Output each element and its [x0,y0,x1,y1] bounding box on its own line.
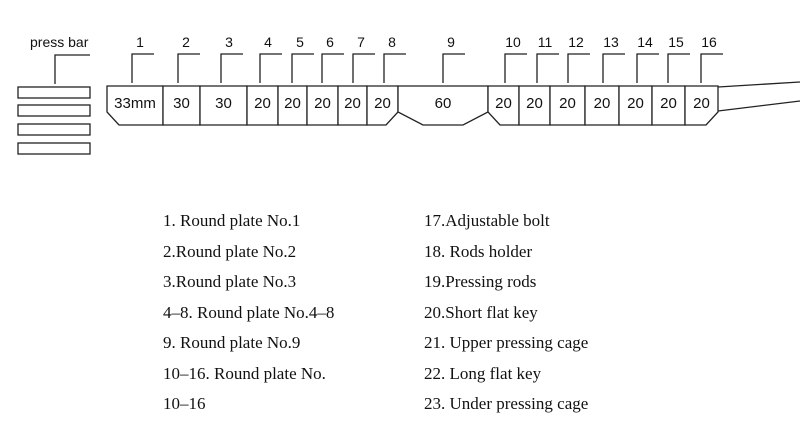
callout-number: 1 [136,34,144,50]
callout-leader [178,54,200,83]
plate-width-label: 20 [660,95,677,112]
callout-leader [701,54,723,83]
press-bar-leader [55,55,90,84]
legend-item: 20.Short flat key [424,302,538,322]
legend-item: 19.Pressing rods [424,272,537,291]
callout-leader [537,54,559,83]
legend-right-column [424,206,588,420]
legend-left-column [163,206,334,420]
plate-width-label: 20 [526,95,543,112]
legend-item: 21. Upper pressing cage [424,333,589,352]
plate-width-label: 20 [559,95,576,112]
plate-width-label: 20 [374,95,391,112]
callout-leader [322,54,344,83]
callout-number: 14 [637,34,653,50]
shaft-lower-edge [718,101,800,111]
callout-number: 10 [505,34,521,50]
press-plate-diagram [0,0,800,185]
legend-item: 23. Under pressing cage [424,394,589,413]
plate-width-label: 20 [284,95,301,112]
plate-width-label: 30 [173,95,190,112]
callout-leader [292,54,314,83]
callout-number: 16 [701,34,717,50]
legend-item: 18. Rods holder [424,241,533,261]
callout-leader [132,54,154,83]
callout-group [132,34,723,83]
callout-leader [353,54,375,83]
callout-number: 13 [603,34,619,50]
plate-width-label: 20 [254,95,271,112]
plate-width-label: 60 [434,95,452,112]
legend-item: 2.Round plate No.2 [163,241,297,261]
callout-leader [668,54,690,83]
callout-leader [603,54,625,83]
plate-assembly [107,86,718,125]
plate-width-label: 20 [627,95,644,112]
callout-number: 11 [537,34,553,50]
callout-leader [221,54,243,83]
callout-number: 8 [388,34,396,50]
callout-number: 9 [447,34,455,50]
legend-item: 10–16. Round plate No. [163,363,326,383]
plate-width-label: 20 [693,95,710,112]
callout-leader [505,54,527,83]
callout-number: 12 [568,34,584,50]
callout-number: 5 [296,34,304,50]
plate-width-label: 20 [314,95,331,112]
legend-item: 22. Long flat key [424,363,542,383]
legend-item: 4–8. Round plate No.4–8 [163,302,335,322]
callout-number: 15 [668,34,684,50]
callout-number: 4 [264,34,272,50]
plate-width-label: 20 [495,95,512,112]
callout-number: 6 [326,34,334,50]
callout-leader [443,54,465,83]
legend-item: 10–16 [163,394,206,413]
callout-number: 2 [182,34,190,50]
callout-leader [637,54,659,83]
callout-leader [568,54,590,83]
callout-number: 7 [357,34,365,50]
plate-width-label: 33mm [114,95,156,112]
callout-leader [384,54,406,83]
plate-width-label: 20 [593,95,611,112]
legend-item: 3.Round plate No.3 [163,272,297,291]
callout-leader [260,54,282,83]
legend-item: 9. Round plate No.9 [163,333,301,352]
legend-item: 1. Round plate No.1 [163,211,301,230]
legend-item: 17.Adjustable bolt [424,211,550,230]
press-bar-slot [18,143,90,154]
callout-number: 3 [225,34,233,50]
press-bar-slot [18,105,90,116]
press-bar-slot [18,124,90,135]
press-bar-slot [18,87,90,98]
plate-width-label: 30 [215,95,232,112]
press-bar-label: press bar [30,34,89,50]
plate-width-label: 20 [344,95,361,112]
shaft-upper-edge [718,82,800,87]
